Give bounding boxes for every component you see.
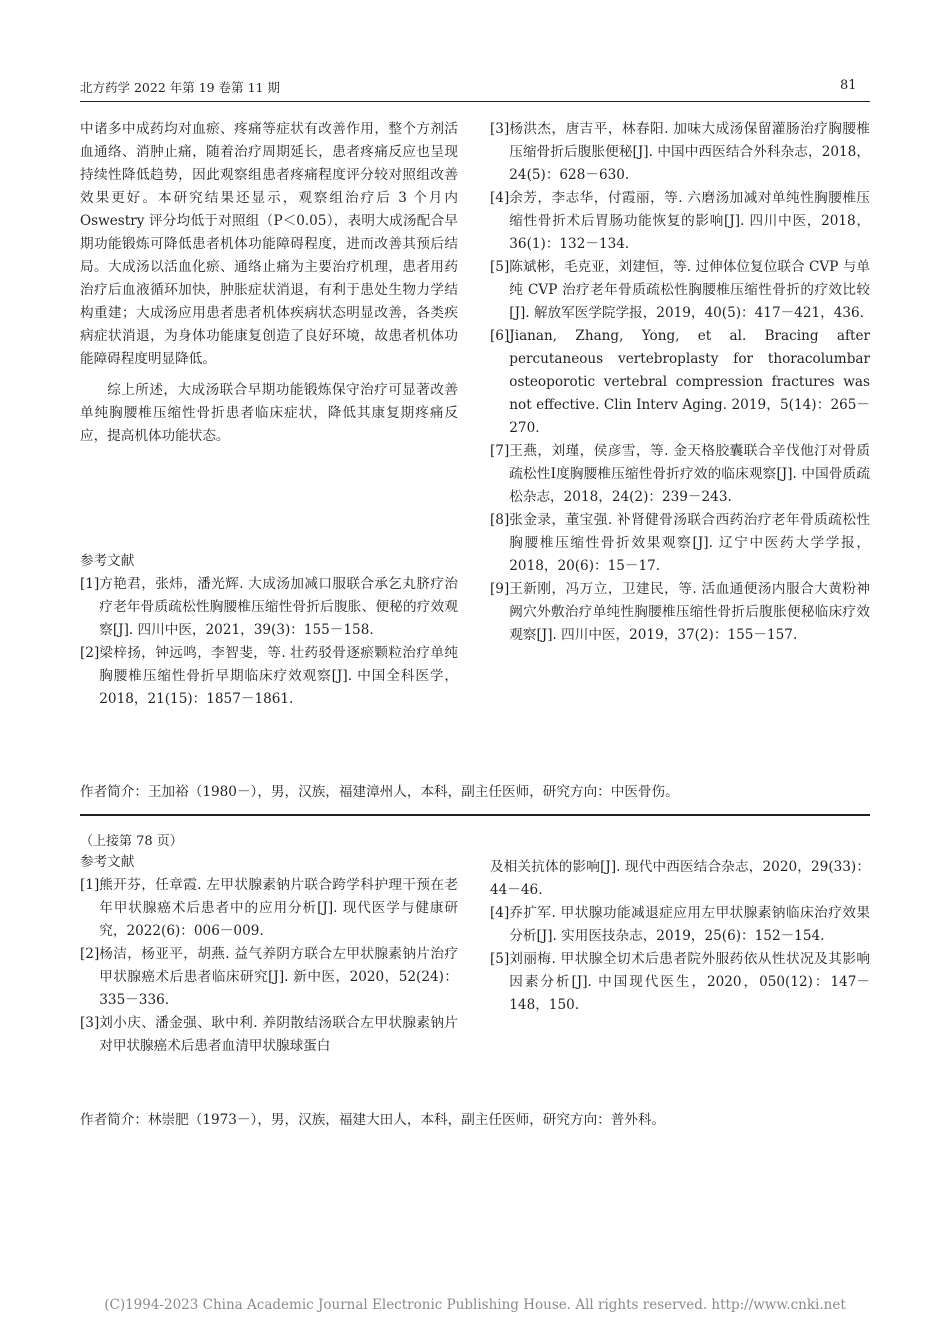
reference-number: [1]: [80, 877, 100, 893]
references-heading: 参考文献: [80, 553, 135, 569]
reference-item: [490, 509, 870, 578]
body-paragraph: 中诸多中成药均对血瘀、疼痛等症状有改善作用，整个方剂活血通络、消肿止痛，随着治疗周期延长，患者疼痛反应也呈现持续性降低趋势，因此观察组患者疼痛程度评分较对照组改善效果更好。本研究结果还显示，观察组治疗后 3 个月内 Oswestry 评分均低于对照组（P＜0.05），表明大成汤配合早期功能锻炼可降低患者机体功能障碍程度，进而改善其预后结局。大成汤以活血化瘀、通络止痛为主要治疗机理，患者用药治疗后血液循环加快，肿胀症状消退，有利于患处生物力学结构重建；大成汤应用患者患者机体疾病状态明显改善，各类疾病症状消退，为身体功能康复创造了良好环境，故患者机体功能障碍程度明显降低。: [80, 121, 458, 367]
reference-text: 及相关抗体的影响[J]. 现代中西医结合杂志，2020，29(33)：44－46.: [490, 859, 870, 898]
reference-number: [8]: [490, 512, 510, 528]
reference-text: 刘小庆、潘金强、耿中利. 养阴散结汤联合左甲状腺素钠片对甲状腺癌术后患者血清甲状腺球蛋白: [99, 1015, 458, 1054]
reference-number: [1]: [80, 576, 100, 592]
reference-text: 张金录，董宝强. 补肾健骨汤联合西药治疗老年骨质疏松性胸腰椎压缩性骨折效果观察[J]. 辽宁中医药大学学报，2018，20(6)：15－17.: [509, 512, 870, 574]
reference-item: [490, 578, 870, 647]
reference-item: [80, 874, 458, 943]
reference-number: [4]: [490, 190, 510, 206]
reference-item: [80, 573, 458, 642]
running-header-journal: 北方药学 2022 年第 19 卷第 11 期: [80, 80, 280, 95]
copyright-footer: (C)1994-2023 China Academic Journal Electronic Publishing House. All rights reserved. http://www.cnki.net: [104, 1297, 846, 1313]
reference-item: [490, 440, 870, 509]
reference-text: 王新刚，冯万立，卫建民，等. 活血通便汤内服合大黄粉神阙穴外敷治疗单纯性胸腰椎压缩性骨折后腹胀便秘临床疗效观察[J]. 四川中医，2019，37(2)：155－157.: [509, 581, 870, 643]
reference-item: [80, 943, 458, 1012]
reference-item: [490, 256, 870, 325]
reference-item: [80, 642, 458, 711]
references-section: [80, 550, 458, 711]
reference-number: [3]: [80, 1015, 100, 1031]
references-section-continued: [80, 851, 458, 1058]
reference-text: 余芳，李志华，付霞丽，等. 六磨汤加减对单纯性胸腰椎压缩性骨折术后胃肠功能恢复的影响[J]. 四川中医，2018，36(1)：132－134.: [509, 190, 870, 252]
continued-from-note: （上接第 78 页）: [80, 834, 183, 849]
section-divider: [80, 814, 870, 816]
reference-number: [2]: [80, 946, 100, 962]
reference-text: 乔扩军. 甲状腺功能减退症应用左甲状腺素钠临床治疗效果分析[J]. 实用医技杂志，2019，25(6)：152－154.: [509, 905, 870, 944]
references-column-right: [490, 118, 870, 647]
reference-number: [4]: [490, 905, 510, 921]
body-paragraph-conclusion: 综上所述，大成汤联合早期功能锻炼保守治疗可显著改善单纯胸腰椎压缩性骨折患者临床症状，降低其康复期疼痛反应，提高机体功能状态。: [80, 382, 458, 444]
references-column-right-continued: [490, 856, 870, 1017]
reference-text: 杨洁，杨亚平，胡燕. 益气养阴方联合左甲状腺素钠片治疗甲状腺癌术后患者临床研究[J]. 新中医，2020，52(24)：335－336.: [99, 946, 458, 1008]
reference-item: [490, 902, 870, 948]
reference-text: Jianan, Zhang, Yong, et al. Bracing after percutaneous vertebroplasty for thoracolumbar osteoporotic vertebral compression fractures was not effective. Clin Interv Aging. 2019，5(14)：265－270.: [509, 328, 870, 436]
reference-text: 王燕，刘瑾，侯彦雪，等. 金天格胶囊联合辛伐他汀对骨质疏松性Ⅰ度胸腰椎压缩性骨折疗效的临床观察[J]. 中国骨质疏松杂志，2018，24(2)：239－243.: [509, 443, 870, 505]
reference-item: [490, 325, 870, 440]
reference-number: [2]: [80, 645, 100, 661]
reference-number: [5]: [490, 951, 510, 967]
reference-item-continuation: [490, 856, 870, 902]
body-text-column: [80, 118, 458, 448]
reference-number: [6]: [490, 328, 510, 344]
header-rule: [80, 101, 870, 102]
reference-number: [7]: [490, 443, 510, 459]
reference-number: [5]: [490, 259, 510, 275]
page-number: 81: [840, 78, 857, 93]
reference-item: [490, 948, 870, 1017]
reference-text: 熊开芬，任章霞. 左甲状腺素钠片联合跨学科护理干预在老年甲状腺癌术后患者中的应用分析[J]. 现代医学与健康研究，2022(6)：006－009.: [99, 877, 458, 939]
reference-number: [3]: [490, 121, 510, 137]
references-heading: 参考文献: [80, 854, 135, 870]
reference-text: 陈斌彬，毛克亚，刘建恒，等. 过伸体位复位联合 CVP 与单纯 CVP 治疗老年骨质疏松性胸腰椎压缩性骨折的疗效比较[J]. 解放军医学院学报，2019，40(5)：417－421，436.: [509, 259, 870, 321]
reference-text: 杨洪杰，唐吉平，林春阳. 加味大成汤保留灌肠治疗胸腰椎压缩骨折后腹胀便秘[J]. 中国中西医结合外科杂志，2018，24(5)：628－630.: [509, 121, 870, 183]
author-note: 作者简介：林崇肥（1973－），男，汉族，福建大田人，本科，副主任医师，研究方向：普外科。: [80, 1112, 666, 1128]
reference-number: [9]: [490, 581, 510, 597]
reference-item: [80, 1012, 458, 1058]
reference-item: [490, 187, 870, 256]
reference-text: 刘丽梅. 甲状腺全切术后患者院外服药依从性状况及其影响因素分析[J]. 中国现代医生，2020，050(12)：147－148，150.: [509, 951, 870, 1013]
author-note: 作者简介：王加裕（1980－），男，汉族，福建漳州人，本科，副主任医师，研究方向：中医骨伤。: [80, 784, 679, 800]
reference-item: [490, 118, 870, 187]
reference-text: 方艳君，张炜，潘光辉. 大成汤加减口服联合承乞丸脐疗治疗老年骨质疏松性胸腰椎压缩性骨折后腹胀、便秘的疗效观察[J]. 四川中医，2021，39(3)：155－158.: [99, 576, 458, 638]
reference-text: 梁梓扬，钟远鸣，李智斐，等. 壮药驳骨逐瘀颗粒治疗单纯胸腰椎压缩性骨折早期临床疗效观察[J]. 中国全科医学，2018，21(15)：1857－1861.: [99, 645, 458, 707]
